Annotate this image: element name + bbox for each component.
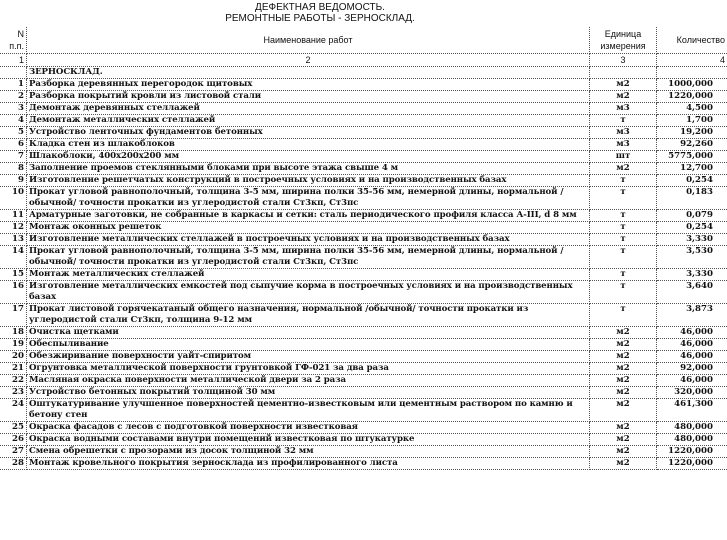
table-row <box>0 115 727 127</box>
row-quantity: 5775,000 <box>657 151 727 163</box>
row-work-name: Обеспыливание <box>27 339 590 351</box>
table-row <box>0 458 727 470</box>
row-unit: т <box>590 222 657 234</box>
row-work-name: Обезжиривание поверхности уайт-спиритом <box>27 351 590 363</box>
row-quantity: 1,700 <box>657 115 727 127</box>
section-row <box>0 67 727 79</box>
row-quantity: 3,530 <box>657 246 727 269</box>
table-row <box>0 269 727 281</box>
row-quantity: 46,000 <box>657 339 727 351</box>
table-row <box>0 187 727 210</box>
row-quantity: 3,330 <box>657 269 727 281</box>
row-unit: м2 <box>590 339 657 351</box>
table-row <box>0 399 727 422</box>
row-unit: т <box>590 115 657 127</box>
row-work-name: Прокат листовой горячекатаный общего назначения, нормальной /обычной/ точности прокатки из углеродистой стали Ст3кп, толщина 9-12 мм <box>27 304 590 327</box>
row-work-name: Изготовление решетчатых конструкций в построечных условиях и на производственных базах <box>27 175 590 187</box>
row-unit: м2 <box>590 434 657 446</box>
row-unit: м2 <box>590 363 657 375</box>
table-row <box>0 446 727 458</box>
row-number: 18 <box>0 327 27 339</box>
row-unit: т <box>590 281 657 304</box>
table-row <box>0 375 727 387</box>
row-number: 13 <box>0 234 27 246</box>
row-unit: м2 <box>590 399 657 422</box>
row-number: 21 <box>0 363 27 375</box>
row-unit: т <box>590 210 657 222</box>
row-quantity: 46,000 <box>657 375 727 387</box>
row-work-name: Кладка стен из шлакоблоков <box>27 139 590 151</box>
row-quantity: 480,000 <box>657 434 727 446</box>
row-unit: т <box>590 187 657 210</box>
row-number: 24 <box>0 399 27 422</box>
row-quantity: 1220,000 <box>657 446 727 458</box>
header-num: N п.п. <box>0 27 27 54</box>
row-number: 20 <box>0 351 27 363</box>
row-number: 10 <box>0 187 27 210</box>
row-work-name: Арматурные заготовки, не собранные в каркасы и сетки: сталь периодического профиля класса А-III, d 8 мм <box>27 210 590 222</box>
row-number: 28 <box>0 458 27 470</box>
row-quantity: 1220,000 <box>657 91 727 103</box>
row-work-name: Монтаж оконных решеток <box>27 222 590 234</box>
row-quantity: 92,260 <box>657 139 727 151</box>
row-number: 9 <box>0 175 27 187</box>
row-number: 4 <box>0 115 27 127</box>
row-unit: т <box>590 246 657 269</box>
row-work-name: Устройство бетонных покрытий толщиной 30 мм <box>27 387 590 399</box>
row-number: 19 <box>0 339 27 351</box>
table-row <box>0 210 727 222</box>
row-quantity: 46,000 <box>657 351 727 363</box>
row-work-name: Монтаж металлических стеллажей <box>27 269 590 281</box>
row-work-name: Прокат угловой равнополочный, толщина 3-5 мм, ширина полки 35-56 мм, немерной длины, нормальной /обычной/ точности прокатки из углеродистой стали Ст3кп, Ст3пс <box>27 187 590 210</box>
row-unit: м3 <box>590 103 657 115</box>
row-number: 14 <box>0 246 27 269</box>
table-row <box>0 151 727 163</box>
index-cell: 1 <box>0 54 27 67</box>
row-quantity: 320,000 <box>657 387 727 399</box>
table-row <box>0 103 727 115</box>
section-title: ЗЕРНОСКЛАД. <box>27 67 590 79</box>
row-unit: м2 <box>590 327 657 339</box>
row-quantity: 3,873 <box>657 304 727 327</box>
table-row <box>0 422 727 434</box>
row-quantity: 46,000 <box>657 327 727 339</box>
table-row <box>0 351 727 363</box>
row-unit: шт <box>590 151 657 163</box>
row-quantity: 0,183 <box>657 187 727 210</box>
row-work-name: Огрунтовка металлической поверхности грунтовкой ГФ-021 за два раза <box>27 363 590 375</box>
row-quantity: 461,300 <box>657 399 727 422</box>
row-number: 25 <box>0 422 27 434</box>
row-quantity: 3,330 <box>657 234 727 246</box>
table-row <box>0 127 727 139</box>
row-number: 16 <box>0 281 27 304</box>
row-work-name: Монтаж кровельного покрытия зерносклада из профилированного листа <box>27 458 590 470</box>
table-row <box>0 327 727 339</box>
row-quantity: 1220,000 <box>657 458 727 470</box>
table-row <box>0 234 727 246</box>
row-number: 15 <box>0 269 27 281</box>
row-work-name: Оштукатуривание улучшенное поверхностей цементно-известковым или цементным раствором по камню и бетону стен <box>27 399 590 422</box>
row-quantity: 0,254 <box>657 222 727 234</box>
row-unit: м2 <box>590 163 657 175</box>
row-quantity: 12,700 <box>657 163 727 175</box>
header-row <box>0 27 727 54</box>
table-row <box>0 175 727 187</box>
row-unit: м2 <box>590 422 657 434</box>
row-work-name: Разборка деревянных перегородок щитовых <box>27 79 590 91</box>
row-number: 7 <box>0 151 27 163</box>
table-row <box>0 246 727 269</box>
header-name: Наименование работ <box>27 27 590 54</box>
row-work-name: Окраска водными составами внутри помещений известковая по штукатурке <box>27 434 590 446</box>
row-number: 23 <box>0 387 27 399</box>
index-cell: 3 <box>590 54 657 67</box>
row-work-name: Смена обрешетки с прозорами из досок толщиной 32 мм <box>27 446 590 458</box>
row-unit: т <box>590 234 657 246</box>
index-cell: 2 <box>27 54 590 67</box>
row-unit: м3 <box>590 139 657 151</box>
row-work-name: Окраска фасадов с лесов с подготовкой поверхности известковая <box>27 422 590 434</box>
row-number: 17 <box>0 304 27 327</box>
row-unit: т <box>590 175 657 187</box>
row-quantity: 4,500 <box>657 103 727 115</box>
row-number: 5 <box>0 127 27 139</box>
row-work-name: Устройство ленточных фундаментов бетонных <box>27 127 590 139</box>
row-number: 6 <box>0 139 27 151</box>
row-work-name: Изготовление металлических стеллажей в построечных условиях и на производственных базах <box>27 234 590 246</box>
table-row <box>0 91 727 103</box>
row-number: 22 <box>0 375 27 387</box>
table-row <box>0 163 727 175</box>
index-row <box>0 54 727 67</box>
title-line-1: ДЕФЕКТНАЯ ВЕДОМОСТЬ. <box>255 2 385 13</box>
row-unit: м3 <box>590 127 657 139</box>
row-work-name: Заполнение проемов стеклянными блоками при высоте этажа свыше 4 м <box>27 163 590 175</box>
table-row <box>0 79 727 91</box>
row-work-name: Прокат угловой равнополочный, толщина 3-5 мм, ширина полки 35-56 мм, немерной длины, нормальной /обычной/ точности прокатки из углеродистой стали Ст3кп, Ст3пс <box>27 246 590 269</box>
table-row <box>0 387 727 399</box>
index-cell: 4 <box>657 54 727 67</box>
row-unit: м2 <box>590 458 657 470</box>
row-number: 11 <box>0 210 27 222</box>
row-number: 27 <box>0 446 27 458</box>
header-unit: Единица измерения <box>590 27 657 54</box>
row-unit: т <box>590 269 657 281</box>
row-unit: м2 <box>590 351 657 363</box>
row-work-name: Шлакоблоки, 400х200х200 мм <box>27 151 590 163</box>
header-qty: Количество <box>657 27 727 54</box>
row-number: 12 <box>0 222 27 234</box>
row-quantity: 3,640 <box>657 281 727 304</box>
row-unit: м2 <box>590 375 657 387</box>
defect-table <box>0 27 727 470</box>
row-work-name: Демонтаж деревянных стеллажей <box>27 103 590 115</box>
row-quantity: 0,254 <box>657 175 727 187</box>
row-work-name: Очистка щетками <box>27 327 590 339</box>
table-row <box>0 434 727 446</box>
row-unit: м2 <box>590 387 657 399</box>
row-unit: т <box>590 304 657 327</box>
row-unit: м2 <box>590 79 657 91</box>
table-row <box>0 304 727 327</box>
table-row <box>0 139 727 151</box>
row-number: 2 <box>0 91 27 103</box>
row-unit: м2 <box>590 446 657 458</box>
table-row <box>0 363 727 375</box>
row-work-name: Демонтаж металлических стеллажей <box>27 115 590 127</box>
row-quantity: 480,000 <box>657 422 727 434</box>
document-title <box>0 2 640 24</box>
table-row <box>0 281 727 304</box>
row-number: 26 <box>0 434 27 446</box>
row-unit: м2 <box>590 91 657 103</box>
title-line-2: РЕМОНТНЫЕ РАБОТЫ - ЗЕРНОСКЛАД. <box>225 13 415 24</box>
row-quantity: 92,000 <box>657 363 727 375</box>
row-work-name: Изготовление металлических емкостей под сыпучие корма в построечных условиях и на производственных базах <box>27 281 590 304</box>
row-work-name: Масляная окраска поверхности металлической двери за 2 раза <box>27 375 590 387</box>
row-number: 8 <box>0 163 27 175</box>
row-number: 1 <box>0 79 27 91</box>
row-quantity: 1000,000 <box>657 79 727 91</box>
table-row <box>0 339 727 351</box>
row-quantity: 19,200 <box>657 127 727 139</box>
row-work-name: Разборка покрытий кровли из листовой стали <box>27 91 590 103</box>
row-quantity: 0,079 <box>657 210 727 222</box>
table-row <box>0 222 727 234</box>
row-number: 3 <box>0 103 27 115</box>
